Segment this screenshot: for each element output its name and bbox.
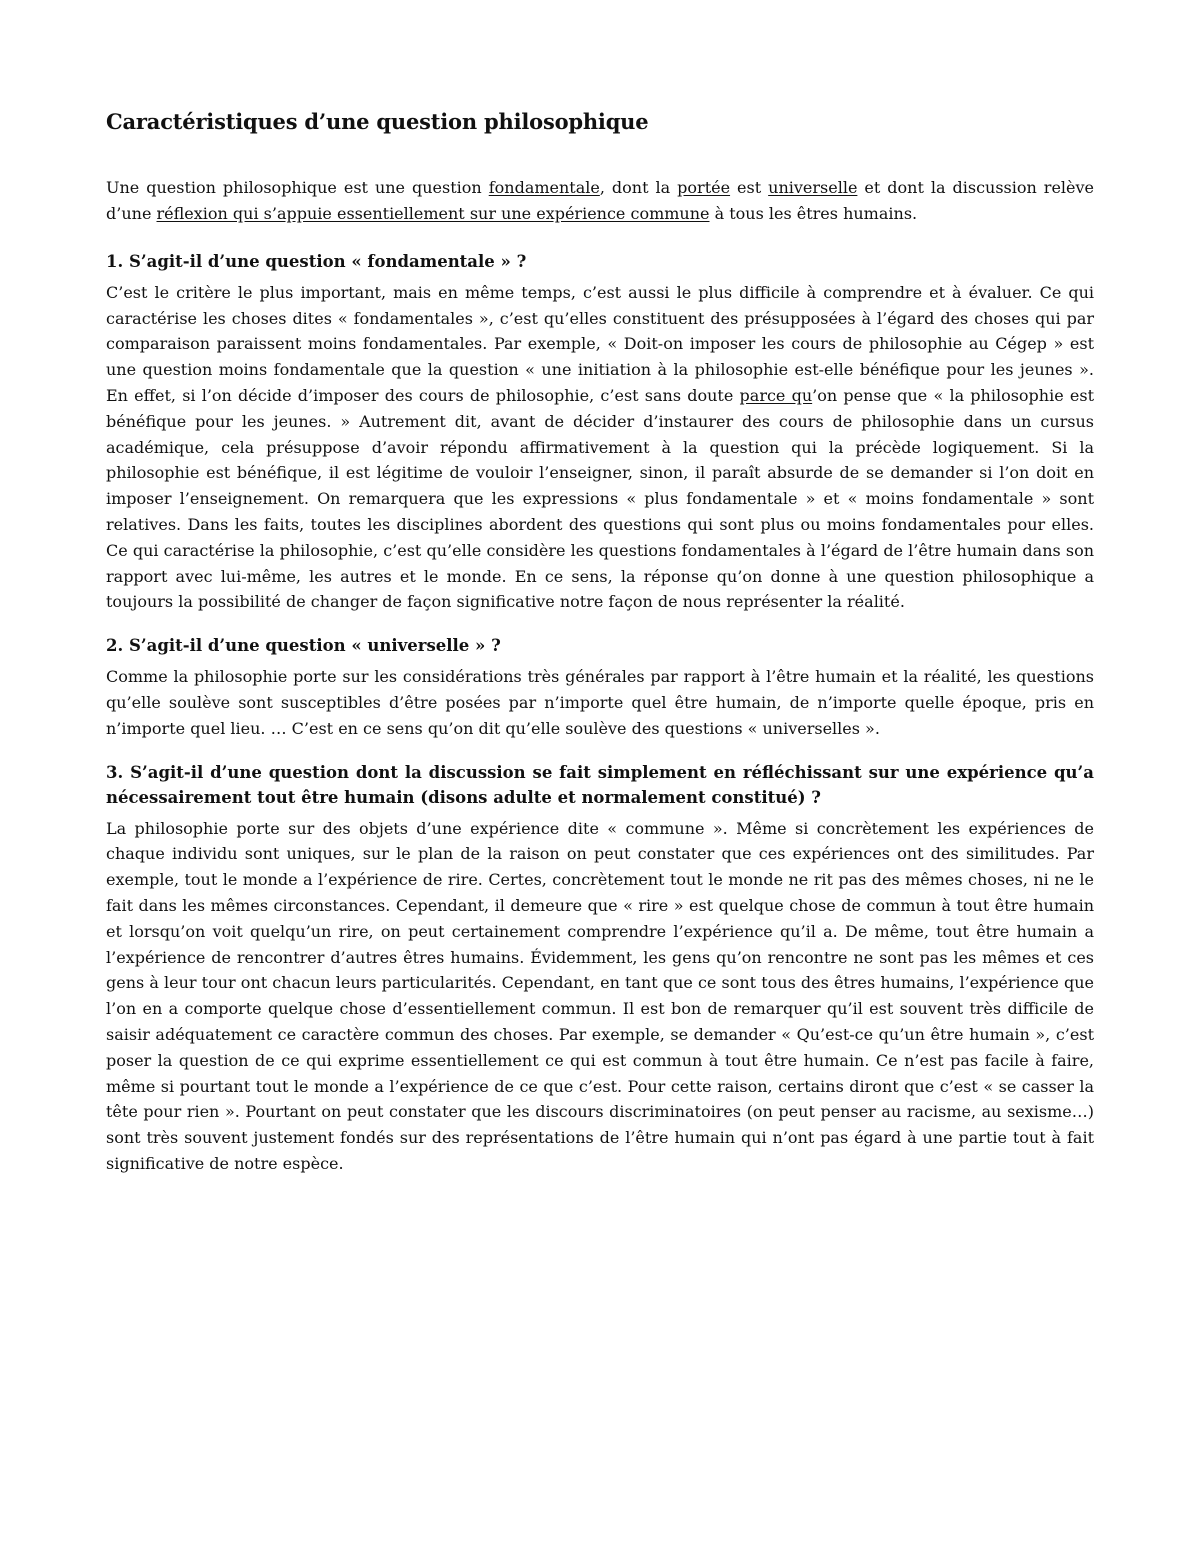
intro-paragraph	[106, 175, 1094, 227]
section-heading: 1. S’agit-il d’une question « fondamentale » ?	[106, 251, 527, 271]
section-fondamentale	[106, 249, 1094, 615]
section-body	[106, 280, 1094, 615]
underlined-term-fondamentale: fondamentale	[488, 178, 600, 198]
intro-text-2: , dont la	[599, 178, 678, 198]
underlined-term-universelle: universelle	[768, 178, 858, 198]
section-heading: 2. S’agit-il d’une question « universelle » ?	[106, 636, 501, 656]
section-body: Comme la philosophie porte sur les considérations très générales par rapport à l’être humain et la réalité, les questions qu’elle soulève sont susceptibles d’être posées par n’importe quel être humain, de n’importe quelle époque, pris en n’importe quel lieu. … C’est en ce sens qu’on dit qu’elle soulève des questions « universelles ».	[106, 667, 1094, 738]
intro-text-4: et dont la discussion relève d’une	[106, 178, 1095, 224]
section-body-text-a: C’est le critère le plus important, mais en même temps, c’est aussi le plus difficile à comprendre et à évaluer. Ce qui caractérise les choses dites « fondamentales », c’est qu’elles constituent des présupposées à l’égard des choses qui par comparaison paraissent moins fondamentales. Par exemple, « Doit-on imposer les cours de philosophie au Cégep » est une question moins fondamentale que la question « une initiation à la philosophie est-elle bénéfique pour les jeunes ». En effet, si l’on décide d’imposer des cours de philosophie, c’est sans doute	[106, 282, 1094, 406]
section-experience-commune	[106, 760, 1094, 1177]
section-body: La philosophie porte sur des objets d’une expérience dite « commune ». Même si concrètement les expériences de chaque individu sont uniques, sur le plan de la raison on peut constater que ces expériences ont des similitudes. Par exemple, tout le monde a l’expérience de rire. Certes, concrètement tout le monde ne rit pas des mêmes choses, ni ne le fait dans les mêmes circonstances. Cependant, il demeure que « rire » est quelque chose de commun à tout être humain et lorsqu’on voit quelqu’un rire, on peut certainement comprendre l’expérience qu’il a. De même, tout être humain a l’expérience de rencontrer d’autres êtres humains. Évidemment, les gens qu’on rencontre ne sont pas les mêmes et ces gens à leur tour ont chacun leurs particularités. Cependant, en tant que ce sont tous des êtres humains, l’expérience que l’on en a comporte quelque chose d’essentiellement commun. Il est bon de remarquer qu’il est souvent très difficile de saisir adéquatement ce caractère commun des choses. Par exemple, se demander « Qu’est-ce qu’un être humain », c’est poser la question de ce qui exprime essentiellement ce qui est commun à tout être humain. Ce n’est pas facile à faire, même si pourtant tout le monde a l’expérience de ce que c’est. Pour cette raison, certains diront que c’est « se casser la tête pour rien ». Pourtant on peut constater que les discours discriminatoires (on peut penser au racisme, au sexisme…) sont très souvent justement fondés sur des représentations de l’être humain qui n’ont pas égard à une partie tout à fait significative de notre espèce.	[106, 818, 1094, 1173]
intro-text-3: est	[730, 178, 769, 198]
section-universelle	[106, 633, 1094, 741]
section-body-text-b: ’on pense que « la philosophie est bénéfique pour les jeunes. » Autrement dit, avant de décider d’instaurer des cours de philosophie dans un cursus académique, cela présuppose d’avoir répondu affirmativement à la question qui la précède logiquement. Si la philosophie est bénéfique, il est légitime de vouloir l’enseigner, sinon, il paraît absurde de se demander si l’on doit en imposer l’enseignement. On remarquera que les expressions « plus fondamentale » et « moins fondamentale » sont relatives. Dans les faits, toutes les disciplines abordent des questions qui sont plus ou moins fondamentales pour elles. Ce qui caractérise la philosophie, c’est qu’elle considère les questions fondamentales à l’égard de l’être humain dans son rapport avec lui-même, les autres et le monde. En ce sens, la réponse qu’on donne à une question philosophique a toujours la possibilité de changer de façon significative notre façon de nous représenter la réalité.	[106, 386, 1095, 612]
page-title: Caractéristiques d’une question philosophique	[106, 109, 649, 134]
underlined-term-reflexion: réflexion qui s’appuie essentiellement sur une expérience commune	[156, 204, 710, 224]
intro-text-5: à tous les êtres humains.	[709, 204, 918, 224]
section-heading: 3. S’agit-il d’une question dont la discussion se fait simplement en réfléchissant sur une expérience qu’a nécessairement tout être humain (disons adulte et normalement constitué) ?	[106, 762, 1094, 807]
underlined-term-portee: portée	[677, 178, 731, 198]
underlined-term-parce-qu: parce qu	[739, 386, 813, 406]
intro-text-1: Une question philosophique est une question	[106, 178, 489, 198]
document-page	[106, 108, 1094, 1195]
